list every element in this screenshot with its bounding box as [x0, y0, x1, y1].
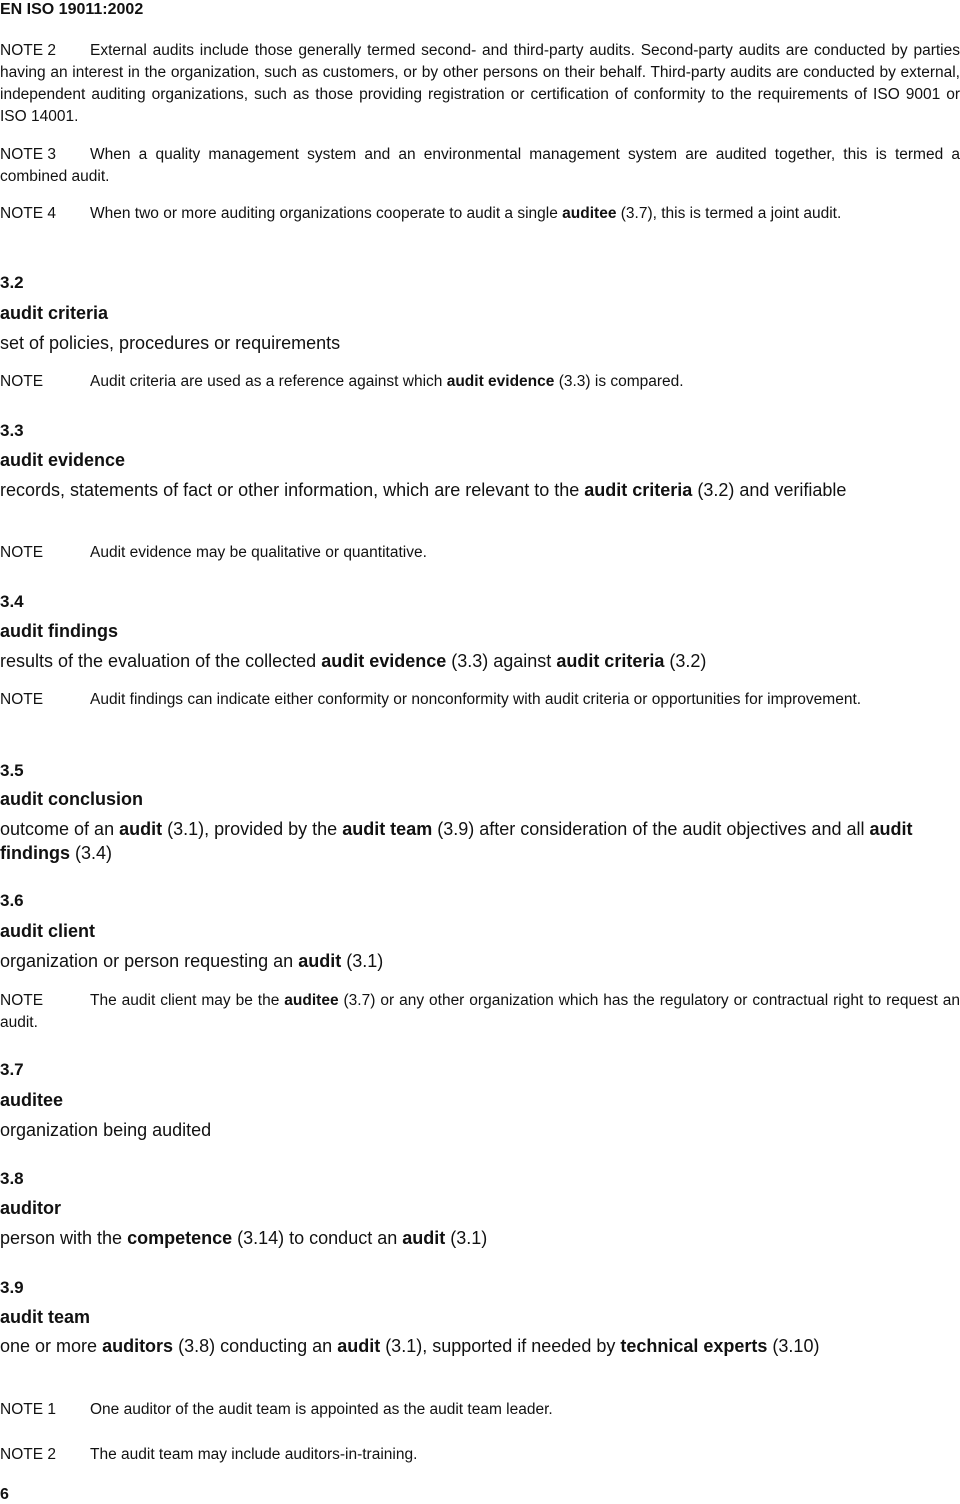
note-label: NOTE [0, 544, 44, 561]
section-number: 3.6 [0, 891, 24, 910]
note-label: NOTE 2 [0, 1446, 56, 1463]
term-reference: audit findings [0, 819, 913, 863]
note-label: NOTE 3 [0, 146, 56, 163]
term-reference: audit [337, 1336, 381, 1356]
term-definition: organization being audited [0, 1120, 212, 1140]
term-reference: competence [127, 1228, 233, 1248]
term-reference: technical experts [620, 1336, 768, 1356]
term-definition: outcome of an audit (3.1), provided by the audit team (3.9) after consideration of the audit objectives and all audit findings (3.4) [0, 819, 913, 863]
note-label: NOTE 2 [0, 42, 56, 59]
section-number: 3.2 [0, 273, 24, 292]
section-note: NOTE Audit evidence may be qualitative or quantitative. [0, 542, 960, 564]
term-reference: audit [298, 951, 342, 971]
note-text: External audits include those generally termed second- and third-party audits. Second-party audits are conducted by parties having an interest in the organization, such as customers, or by other persons on their behalf. Third-party audits are conducted by external, independent auditing organizations, such as those providing registration or certification of conformity to the requirements of ISO 9001 or ISO 14001. [0, 42, 960, 125]
term-title: audit criteria [0, 303, 109, 323]
term-title: audit evidence [0, 450, 126, 470]
intro-note-2 [0, 40, 960, 128]
section-note-1: NOTE 1 One auditor of the audit team is appointed as the audit team leader. [0, 1399, 960, 1421]
term-reference: audit evidence [321, 651, 447, 671]
note-label: NOTE 4 [0, 205, 56, 222]
term-definition: results of the evaluation of the collected audit evidence (3.3) against audit criteria (3.2) [0, 651, 707, 671]
section-note-2: NOTE 2 The audit team may include auditors-in-training. [0, 1444, 960, 1466]
section-number: 3.3 [0, 421, 24, 440]
term-reference: auditee [284, 992, 339, 1009]
section-number: 3.9 [0, 1278, 24, 1297]
term-title: audit client [0, 921, 96, 941]
section-number: 3.5 [0, 761, 24, 780]
section-number: 3.7 [0, 1060, 24, 1079]
term-definition: person with the competence (3.14) to conduct an audit (3.1) [0, 1228, 488, 1248]
term-reference: audit team [342, 819, 433, 839]
note-label: NOTE 1 [0, 1401, 56, 1418]
note-label: NOTE [0, 691, 44, 708]
term-title: auditor [0, 1198, 61, 1218]
intro-note-3 [0, 144, 960, 188]
document-header: EN ISO 19011:2002 [0, 1, 144, 18]
section-number: 3.4 [0, 592, 24, 611]
term-title: auditee [0, 1090, 64, 1110]
term-reference: audit criteria [556, 651, 665, 671]
term-definition: records, statements of fact or other information, which are relevant to the audit criteria (3.2) and verifiable [0, 480, 847, 500]
term-reference: auditee [562, 205, 617, 222]
term-reference: audit criteria [584, 480, 693, 500]
term-reference: audit [402, 1228, 446, 1248]
term-reference: auditors [102, 1336, 174, 1356]
section-note: NOTE Audit findings can indicate either conformity or nonconformity with audit criteria or opportunities for improvement. [0, 689, 960, 711]
intro-note-4: NOTE 4 When two or more auditing organizations cooperate to audit a single auditee (3.7), this is termed a joint audit. [0, 203, 960, 225]
section-number: 3.8 [0, 1169, 24, 1188]
term-title: audit team [0, 1307, 91, 1327]
note-label: NOTE [0, 373, 44, 390]
term-reference: audit evidence [446, 373, 555, 390]
term-title: audit conclusion [0, 789, 144, 809]
note-text: When a quality management system and an environmental management system are audited together, this is termed a combined audit. [0, 146, 960, 185]
term-definition: one or more auditors (3.8) conducting an audit (3.1), supported if needed by technical experts (3.10) [0, 1336, 820, 1356]
section-note: NOTE Audit criteria are used as a reference against which audit evidence (3.3) is compared. [0, 371, 960, 393]
term-definition: set of policies, procedures or requirements [0, 333, 341, 353]
term-reference: audit [119, 819, 163, 839]
term-definition: organization or person requesting an audit (3.1) [0, 951, 384, 971]
note-label: NOTE [0, 992, 44, 1009]
section-note: NOTE The audit client may be the auditee (3.7) or any other organization which has the regulatory or contractual right to request an audit. [0, 992, 960, 1031]
page-number: 6 [0, 1486, 9, 1503]
term-title: audit findings [0, 621, 118, 641]
